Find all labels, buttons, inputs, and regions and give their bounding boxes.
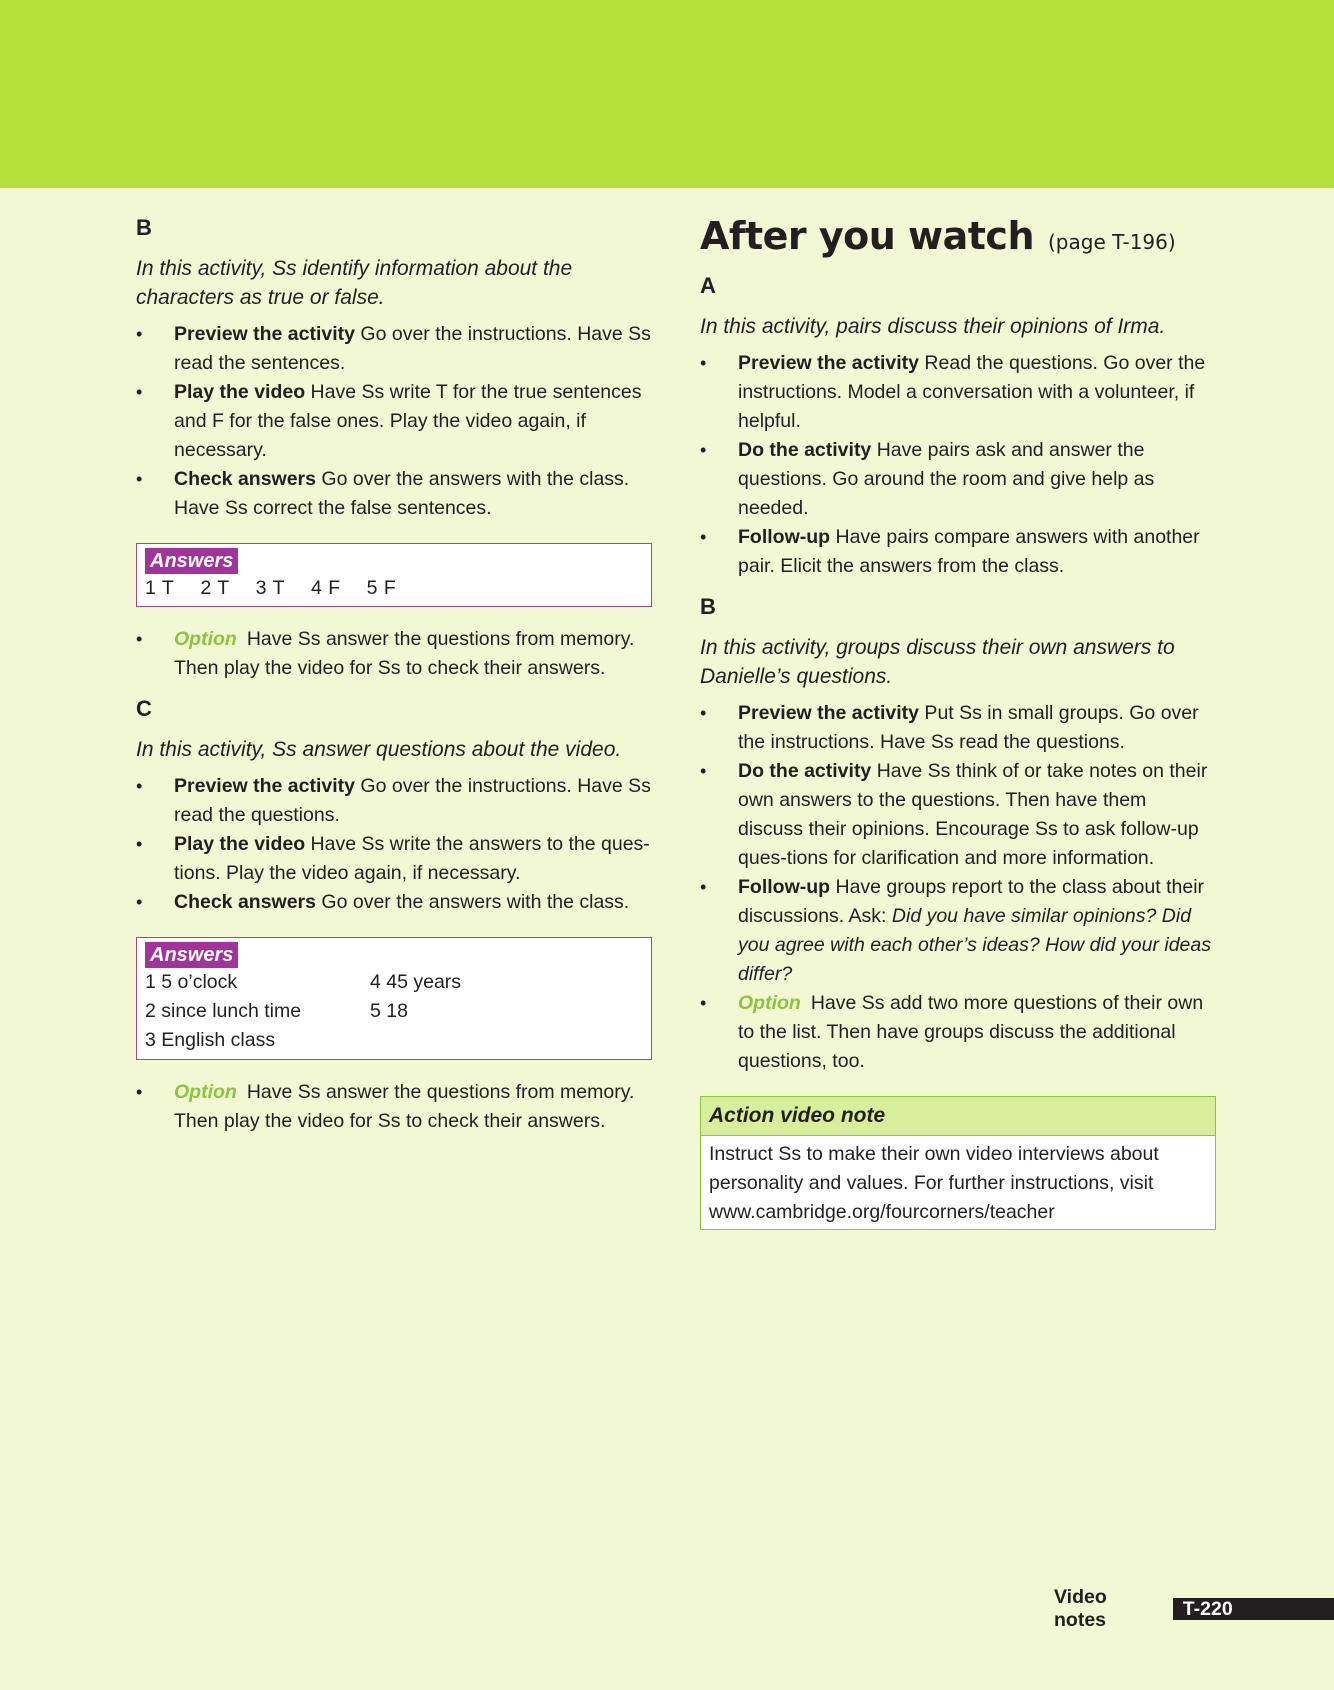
answers-tag: Answers [145,548,238,574]
section-c-letter: C [136,696,152,721]
action-video-note [700,1096,1216,1230]
section-b-right-letter: B [700,594,716,619]
step-item: • Preview the activity Go over the instructions. Have Ss read the questions. [136,772,652,830]
step-item: • Do the activity Have pairs ask and answer the questions. Go around the room and give help as needed. [700,436,1216,523]
step-item: • Follow-up Have pairs compare answers with another pair. Elicit the answers from the class. [700,523,1216,581]
note-title: Action video note [701,1097,1215,1136]
page-title: After you watch (page T-196) [700,214,1176,258]
header-band [0,0,1334,188]
section-a-intro: In this activity, pairs discuss their opinions of Irma. [700,315,1166,338]
section-b-right-steps [700,699,1216,1076]
step-item: • Preview the activity Read the questions. Go over the instructions. Model a conversation with a volunteer, if helpful. [700,349,1216,436]
option-item: • Option Have Ss add two more questions of their own to the list. Then have groups discuss the additional questions, too. [700,989,1216,1076]
option-item: • Option Have Ss answer the questions from memory. Then play the video for Ss to check their answers. [136,625,652,683]
option-b [136,625,652,683]
section-b-letter: B [136,215,152,240]
page-reference: (page T-196) [1048,230,1176,254]
step-item: • Play the video Have Ss write the answers to the ques-tions. Play the video again, if necessary. [136,830,652,888]
page-footer [1054,1586,1334,1631]
answers-box-c [136,937,652,1060]
step-item: • Do the activity Have Ss think of or take notes on their own answers to the questions. Then have them discuss their opinions. Encourage Ss to ask follow-up ques-tions for clarification and more information. [700,757,1216,873]
answers-grid: 1 5 o’clock 4 45 years 2 since lunch time 5 18 3 English class [145,971,462,1051]
step-item: • Preview the activity Go over the instructions. Have Ss read the sentences. [136,320,652,378]
step-item: • Follow-up Have groups report to the class about their discussions. Ask: Did you have similar opinions? Did you agree with each other’s ideas? How did your ideas differ? [700,873,1216,989]
left-column [136,214,652,1136]
right-column [700,210,1216,1230]
option-c [136,1078,652,1136]
answers-tag: Answers [145,942,238,968]
step-item: • Check answers Go over the answers with the class. Have Ss correct the false sentences. [136,465,652,523]
answers-line: 1 T 2 T 3 T 4 F 5 F [145,577,397,599]
step-item: • Play the video Have Ss write T for the true sentences and F for the false ones. Play the video again, if necessary. [136,378,652,465]
step-item: • Check answers Go over the answers with the class. [136,888,652,917]
section-b-steps [136,320,652,523]
section-b-intro: In this activity, Ss identify information about the characters as true or false. [136,257,573,309]
footer-label: Video notes [1054,1586,1107,1631]
section-a-steps [700,349,1216,581]
page-number: T-220 [1173,1598,1334,1620]
option-item: • Option Have Ss answer the questions from memory. Then play the video for Ss to check their answers. [136,1078,652,1136]
answers-box-b [136,543,652,607]
section-c-steps [136,772,652,917]
section-a-letter: A [700,273,716,298]
section-c-intro: In this activity, Ss answer questions about the video. [136,738,622,761]
note-body: Instruct Ss to make their own video interviews about personality and values. For further instructions, visit www.cambridge.org/fourcorners/teacher [709,1143,1159,1223]
step-item: • Preview the activity Put Ss in small groups. Go over the instructions. Have Ss read the questions. [700,699,1216,757]
section-b-right-intro: In this activity, groups discuss their own answers to Danielle’s questions. [700,636,1175,688]
